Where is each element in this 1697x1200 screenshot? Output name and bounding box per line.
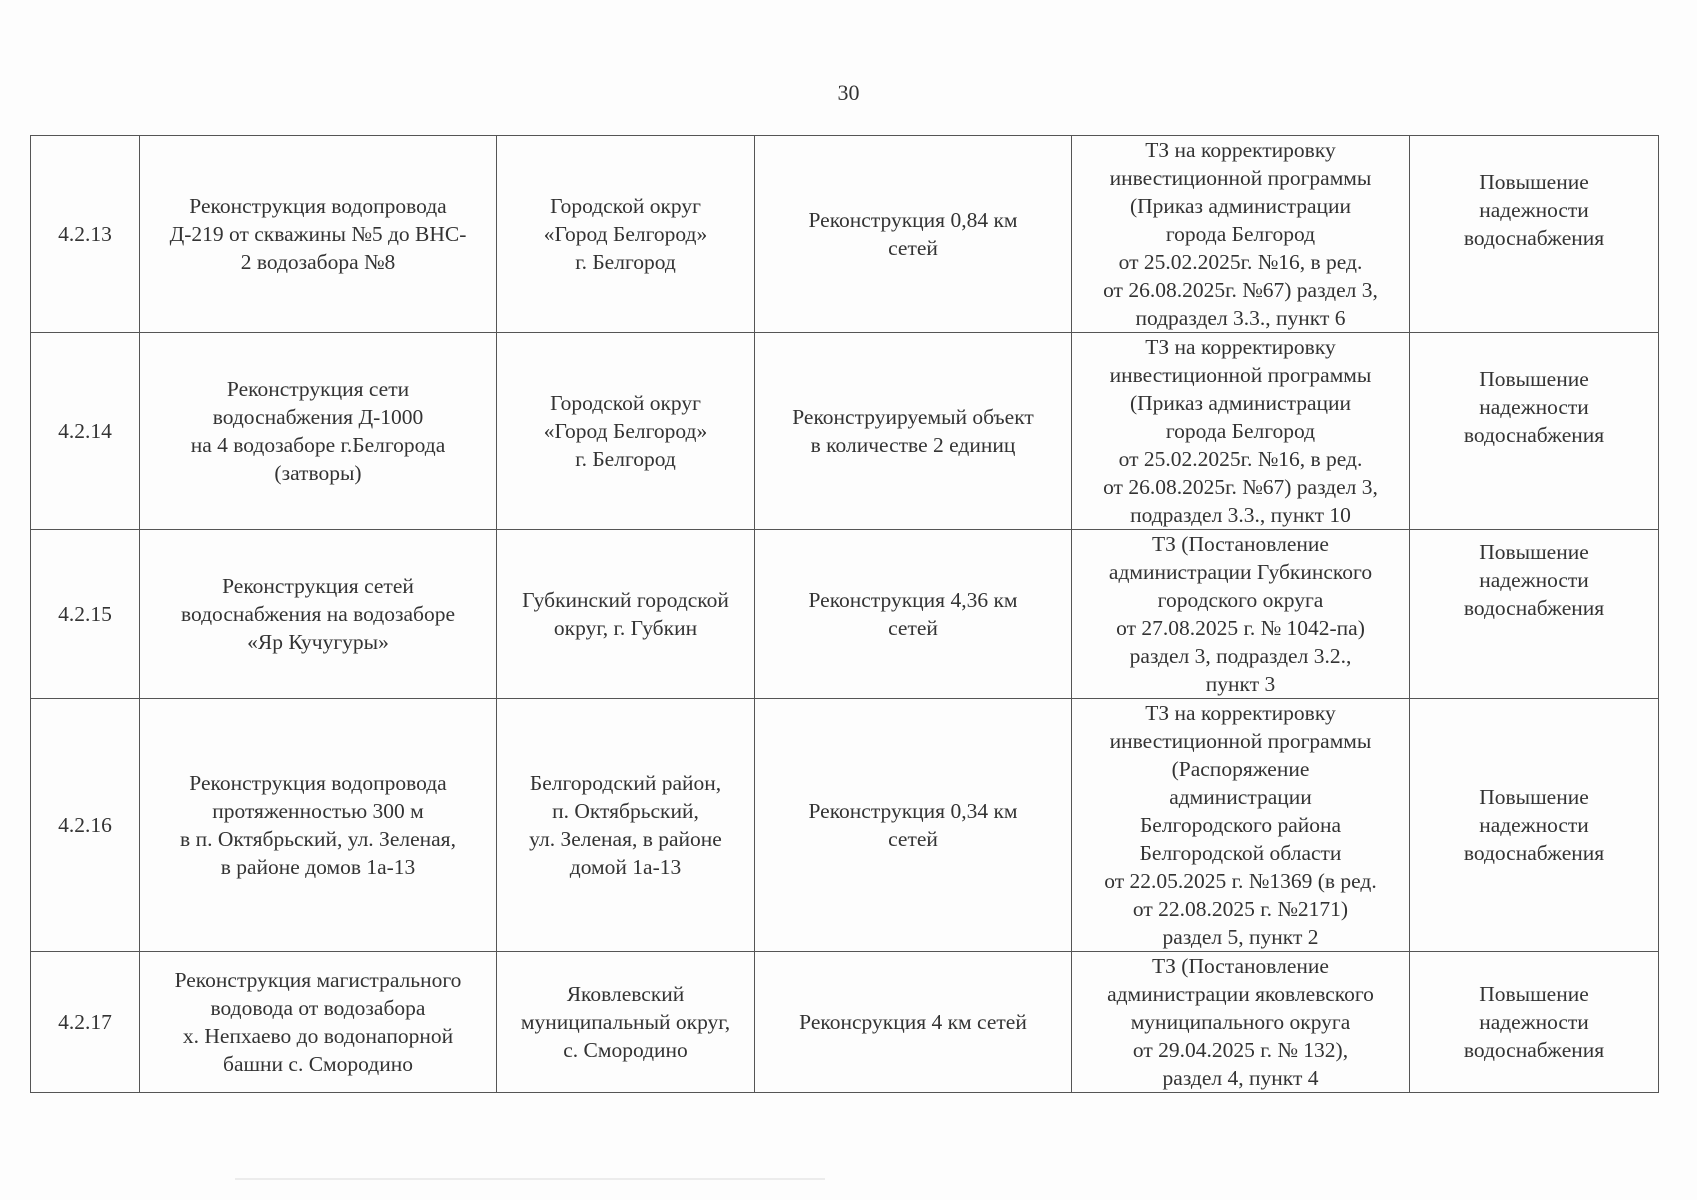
project-location: Городской округ «Город Белгород» г. Белгород	[497, 333, 755, 530]
row-number: 4.2.15	[31, 530, 140, 699]
table-row	[31, 136, 1659, 333]
project-goal: Повышение надежности водоснабжения	[1410, 333, 1659, 530]
table-row	[31, 530, 1659, 699]
project-name: Реконструкция водопровода Д-219 от скважины №5 до ВНС- 2 водозабора №8	[140, 136, 497, 333]
project-name: Реконструкция сети водоснабжения Д-1000 на 4 водозаборе г.Белгорода (затворы)	[140, 333, 497, 530]
project-scope: Реконструкция 4,36 км сетей	[755, 530, 1072, 699]
project-location: Яковлевский муниципальный округ, с. Смородино	[497, 952, 755, 1093]
page-number: 30	[837, 80, 860, 105]
project-location: Белгородский район, п. Октябрьский, ул. Зеленая, в районе домой 1а-13	[497, 699, 755, 952]
projects-table	[30, 135, 1659, 1093]
project-basis: ТЗ (Постановление администрации яковлевского муниципального округа от 29.04.2025 г. № 132), раздел 4, пункт 4	[1072, 952, 1410, 1093]
project-scope: Реконструируемый объект в количестве 2 единиц	[755, 333, 1072, 530]
project-name: Реконструкция сетей водоснабжения на водозаборе «Яр Кучугуры»	[140, 530, 497, 699]
project-scope: Реконструкция 0,34 км сетей	[755, 699, 1072, 952]
table-row	[31, 333, 1659, 530]
table-row	[31, 699, 1659, 952]
row-number: 4.2.17	[31, 952, 140, 1093]
project-name: Реконструкция водопровода протяженностью 300 м в п. Октябрьский, ул. Зеленая, в районе домов 1а-13	[140, 699, 497, 952]
project-basis: ТЗ на корректировку инвестиционной программы (Приказ администрации города Белгород от 25.02.2025г. №16, в ред. от 26.08.2025г. №67) раздел 3, подраздел 3.3., пункт 6	[1072, 136, 1410, 333]
project-name: Реконструкция магистрального водовода от водозабора х. Непхаево до водонапорной башни с. Смородино	[140, 952, 497, 1093]
row-number: 4.2.16	[31, 699, 140, 952]
row-number: 4.2.13	[31, 136, 140, 333]
project-basis: ТЗ (Постановление администрации Губкинского городского округа от 27.08.2025 г. № 1042-па) раздел 3, подраздел 3.2., пункт 3	[1072, 530, 1410, 699]
table-row	[31, 952, 1659, 1093]
project-goal: Повышение надежности водоснабжения	[1410, 136, 1659, 333]
project-location: Губкинский городской округ, г. Губкин	[497, 530, 755, 699]
project-location: Городской округ «Город Белгород» г. Белгород	[497, 136, 755, 333]
project-scope: Реконструкция 0,84 км сетей	[755, 136, 1072, 333]
project-basis: ТЗ на корректировку инвестиционной программы (Приказ администрации города Белгород от 25.02.2025г. №16, в ред. от 26.08.2025г. №67) раздел 3, подраздел 3.3., пункт 10	[1072, 333, 1410, 530]
project-goal: Повышение надежности водоснабжения	[1410, 530, 1659, 699]
row-number: 4.2.14	[31, 333, 140, 530]
scan-artifact-line	[235, 1178, 825, 1180]
project-scope: Реконсрукция 4 км сетей	[755, 952, 1072, 1093]
project-goal: Повышение надежности водоснабжения	[1410, 699, 1659, 952]
project-basis: ТЗ на корректировку инвестиционной программы (Распоряжение администрации Белгородского района Белгородской области от 22.05.2025 г. №1369 (в ред. от 22.08.2025 г. №2171) раздел 5, пункт 2	[1072, 699, 1410, 952]
project-goal: Повышение надежности водоснабжения	[1410, 952, 1659, 1093]
